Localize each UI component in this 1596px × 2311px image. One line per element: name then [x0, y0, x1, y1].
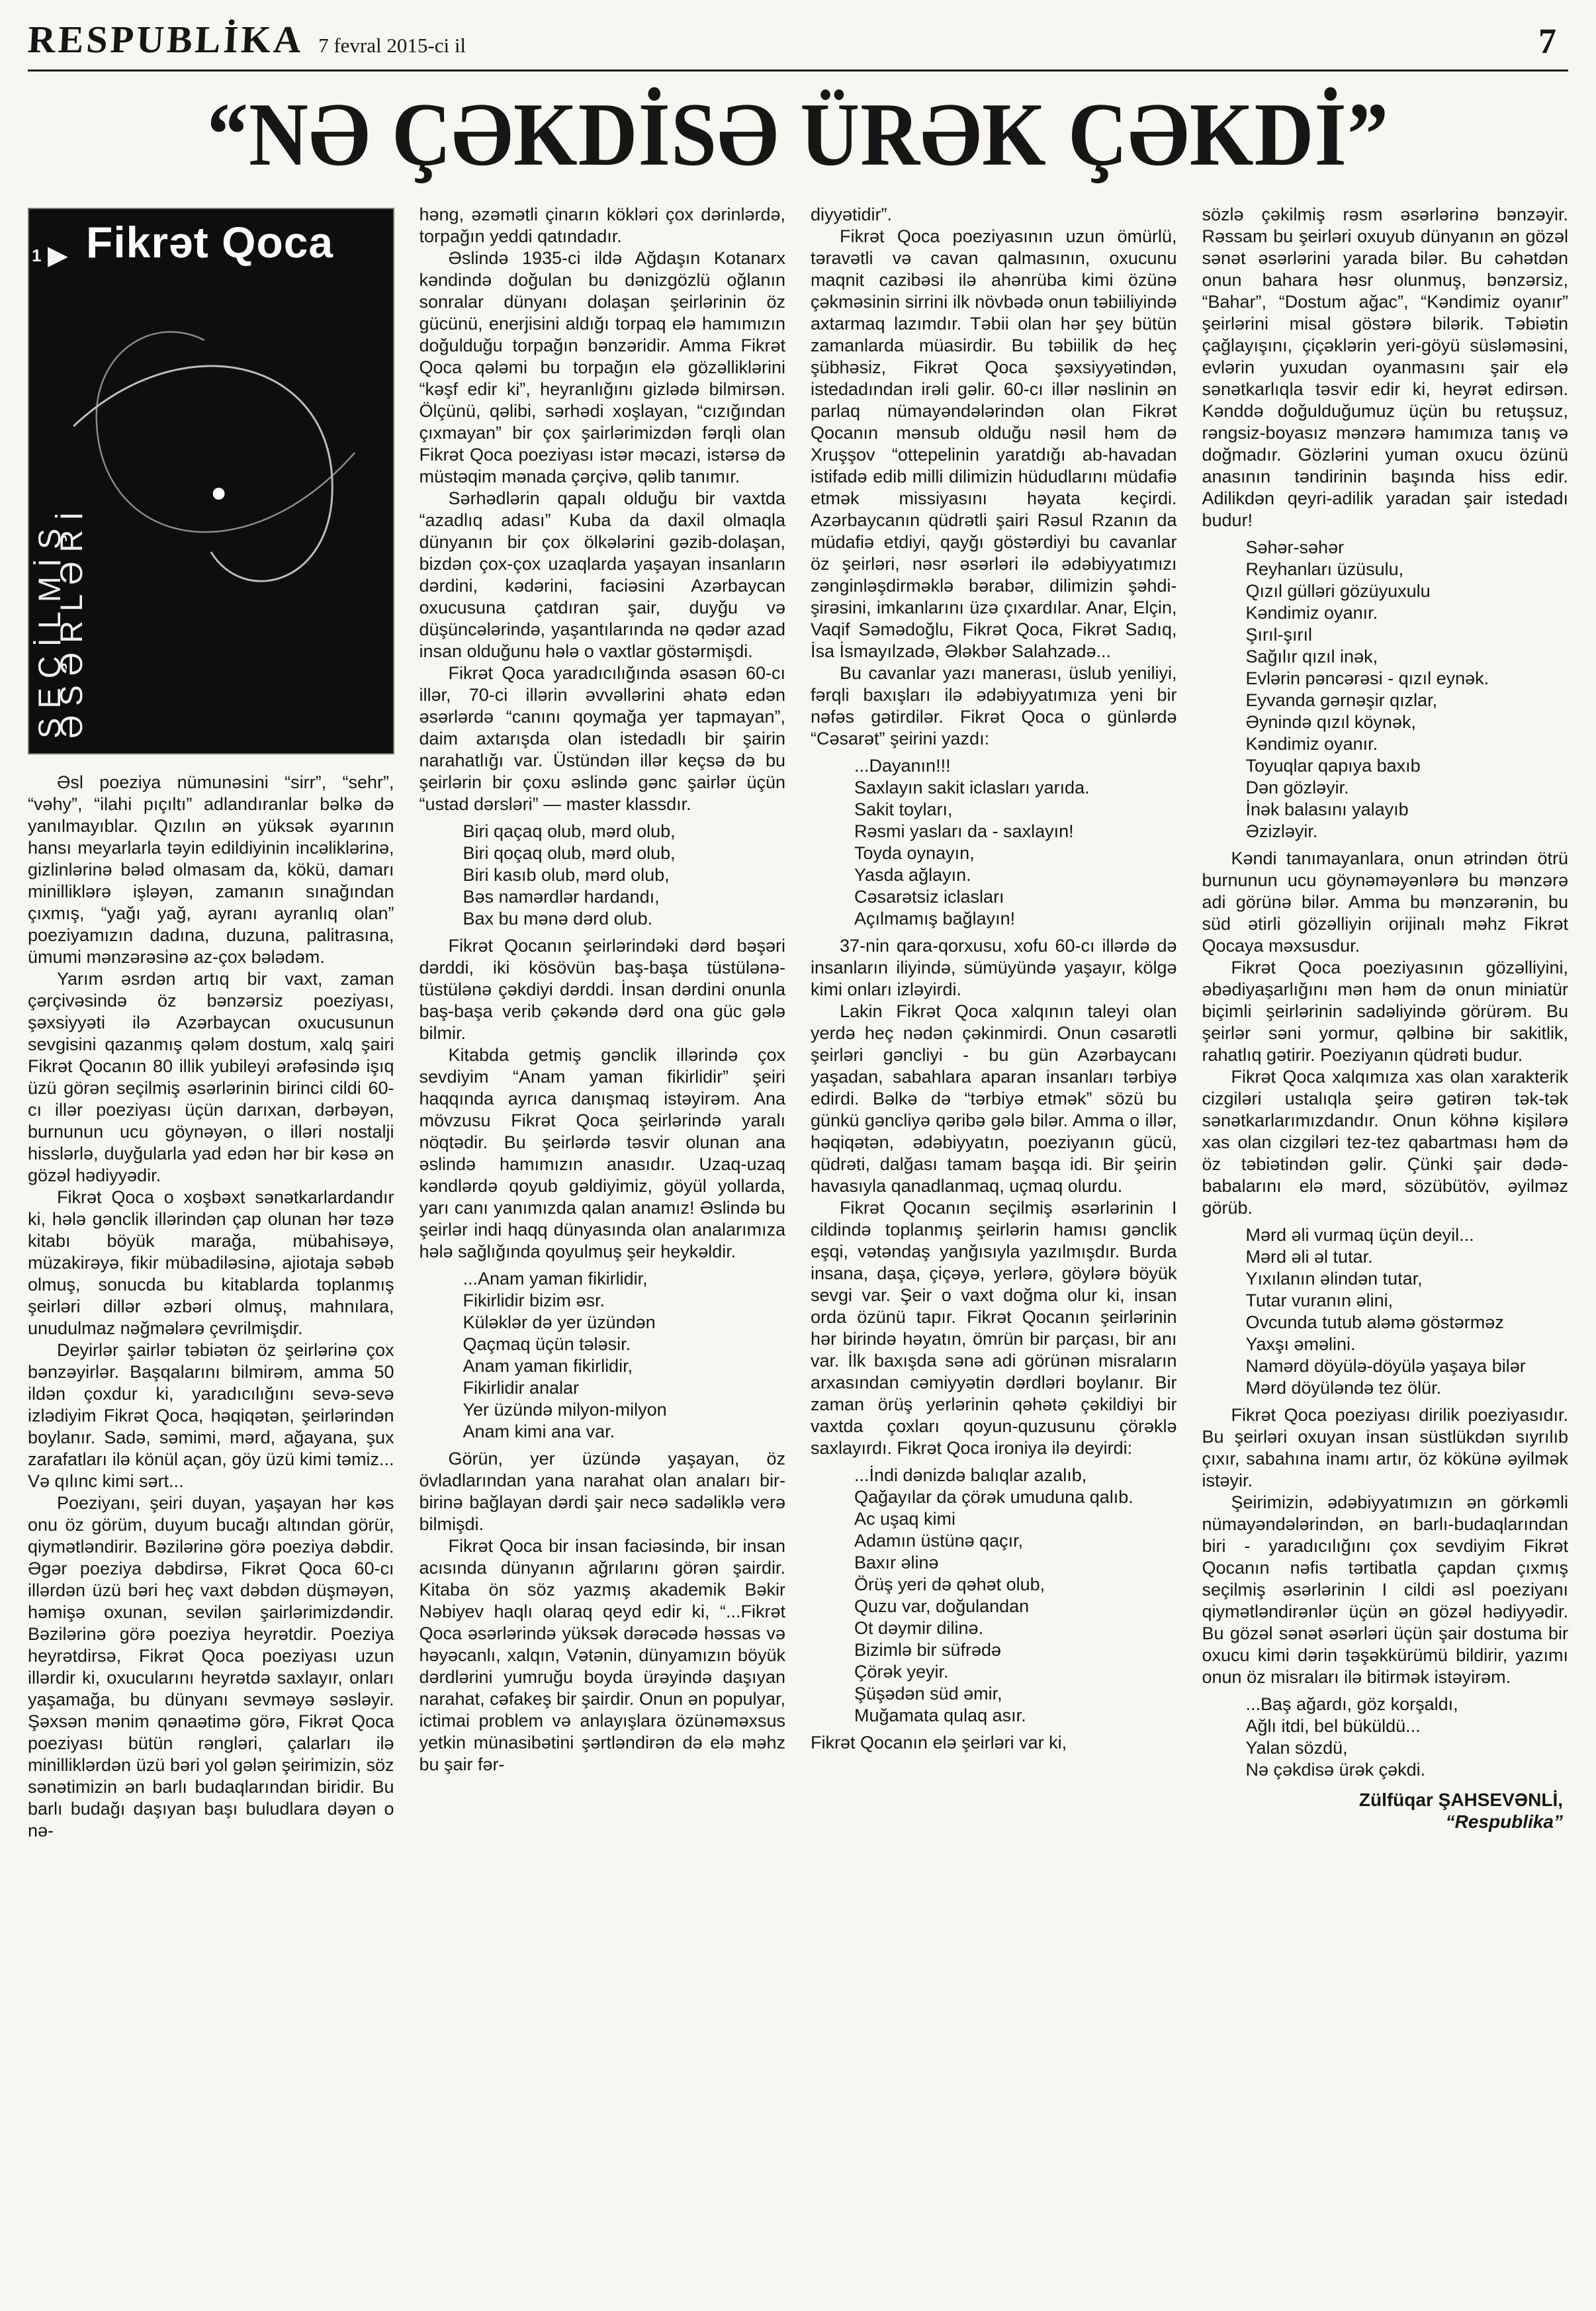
poem-line: Anam kimi ana var. — [463, 1422, 615, 1441]
poem-line: ...Anam yaman fikirlidir, — [463, 1269, 648, 1289]
poem-line: Səhər-səhər — [1245, 537, 1345, 557]
article-column-4 — [1202, 204, 1569, 2209]
poem-line: Namərd döyülə-döyülə yaşaya bilər — [1245, 1356, 1526, 1376]
poem-line: Anam yaman fikirlidir, — [463, 1356, 633, 1376]
paragraph: Fikrət Qoca bir insan faciəsində, bir insan acısında dünyanın ağrılarını görən şairdir. Kitaba ön söz yazmış akademik Bəkir Nəbiyev haqlı olaraq qeyd edir ki, “...Fikrət Qoca əsərlərində yüksək dərəcədə həssas və həyəcanlı, xalqın, Vətənin, dünyamızın böyük dərdlərini yumruğu boyda ürəyində daşıyan narahat, cəfakeş bir şairdir. Onun ən populyar, ictimai problem və anlayışlara özünəməxsus yetkin münasibətini şərtləndirən də elə məhz bu şair fər- — [419, 1536, 785, 1774]
poem-line: Yaxşı əməlini. — [1245, 1334, 1356, 1354]
paragraph: Əsl poeziya nümunəsini “sirr”, “sehr”, “vəhy”, “ilahi pıçıltı” adlandıranlar bəlkə də yanılmayıblar. Qızılın ən yüksək əyarının hansı meyarlarla təyin edildiyinin incəliklərinə, gizlinlərinə bələd olmasam da, kökü, damarı minilliklərə işləyən, zamanın sınağından çıxmış, “yağı yağ, ayranı ayranlıq olan” poeziyamızın dadına, duzuna, palitrasına, ümumi mənzərəsinə az-çox bələdəm. — [28, 772, 394, 967]
poem-line: Saxlayın sakit iclasları yarıda. — [854, 778, 1090, 797]
poem-line: Reyhanları üzüsulu, — [1245, 559, 1404, 579]
poem-line: Qaçmaq üçün tələsir. — [463, 1334, 631, 1354]
poem-line: Bəs namərdlər hardandı, — [463, 887, 660, 907]
book-cover — [28, 208, 394, 754]
article-column-1 — [28, 204, 394, 2209]
cover-arrow-icon: ▶ — [48, 241, 68, 270]
poem-verse — [1246, 1224, 1569, 1399]
poem-line: Çörək yeyir. — [854, 1662, 949, 1682]
poem-line: Ac uşaq kimi — [854, 1509, 956, 1529]
poem-line: Nə çəkdisə ürək çəkdi. — [1245, 1760, 1426, 1780]
poem-line: Baxır əlinə — [854, 1553, 939, 1572]
paragraph: Fikrət Qoca poeziyasının uzun ömürlü, təravətli və cavan qalmasının, oxucunu maqnit cazibəsi ilə ahənrüba kimi özünə çəkməsinin sirrini ilk növbədə onun təbiiliyində axtarmaq lazımdır. Təbii olan hər şey bütün zamanlarda müasirdir. Bu təbiilik də heç şübhəsiz, Fikrət Qoca şəxsiyyətindən, istedadından irəli gəlir. 60-cı illər nəslinin ən parlaq nümayəndələrindən olan Fikrət Qocanın mənsub olduğu nəsil həm də Xruşşov “ottepelinin yaratdığı ab-havadan istifadə edib milli dilimizin hüdudlarını müdafiə etmək missiyasını həyata keçirdi. Azərbaycanın qüdrətli şairi Rəsul Rzanın da müdafiə etdiyi, qayğı göstərdiyi bu cavanlar öz şeirləri, nəsr əsərləri ilə ədəbiyyatımızı zənginləşdirməklə bərabər, dilimizin şəhdi-şirəsini, imkanlarını üzə çıxardılar. Anar, Elçin, Vaqif Səmədoğlu, Fikrət Qoca, Fikrət Sadıq, İsa İsmayılzadə, Ələkbər Salahzadə... — [811, 226, 1177, 661]
poem-line: Dən gözləyir. — [1245, 778, 1349, 797]
paragraph: Fikrət Qoca xalqımıza xas olan xarakterik cizgiləri ustalıqla şeirə gətirən tək-tək sənətkarlarımızdandır. Onun köhnə kişilərə xas olan cizgiləri tez-tez qabartması həm də öz təbiətindən gəlir. Çünki şair dədə-babalarını elə mərd, sözübütöv, əyilməz görüb. — [1202, 1067, 1568, 1218]
poem-line: ...Baş ağardı, göz korşaldı, — [1245, 1694, 1458, 1714]
paragraph: Sərhədlərin qapalı olduğu bir vaxtda “azadlıq adası” Kuba da daxil olmaqla dünyanın bir çox ölkələrini gəzib-dolaşan, bizdən çox-çox uzaqlarda yaşayan insanların dərdini, kədərini, faciəsini Azərbaycan oxucusuna çatdıran şair, duyğu və düşüncələrində, yaşantılarında nə qədər azad insan olduğunu hələ o vaxtlar göstərmişdi. — [419, 488, 785, 661]
article-body — [28, 204, 1568, 2209]
poem-line: Şüşədən süd əmir, — [854, 1684, 1002, 1703]
paragraph: 37-nin qara-qorxusu, xofu 60-cı illərdə də insanların iliyində, sümüyündə yaşayır, kölgə kimi onları izləyirdi. — [811, 936, 1177, 999]
article-column-3 — [811, 204, 1177, 2209]
poem-verse — [1246, 1694, 1569, 1781]
poem-line: Fikirlidir bizim əsr. — [463, 1291, 605, 1310]
poem-line: Əynində qızıl köynək, — [1245, 712, 1416, 732]
poem-line: Quzu var, doğulandan — [854, 1596, 1030, 1616]
paragraph: Lakin Fikrət Qoca xalqının taleyi olan yerdə heç nədən çəkinmirdi. Onun cəsarətli şeirləri gəncliyi - bu gün Azərbaycanı yaşadan, sabahlara aparan insanları tərbiyə edirdi. Bəlkə də “tərbiyə etmək” sözü bu günkü gəncliyə qəribə gələ bilər. Amma o illər, həqiqətən, ədəbiyyatın, poeziyanın gücü, qüdrəti, dalğası tamam başqa idi. Bir şeirin havasıyla qanadlanmaq, uçmaq olurdu. — [811, 1001, 1177, 1196]
poem-line: Muğamata qulaq asır. — [854, 1705, 1026, 1725]
paragraph: Kitabda getmiş gənclik illərində çox sevdiyim “Anam yaman fikirlidir” şeiri haqqında ayrıca danışmaq istəyirəm. Ana mövzusu Fikrət Qoca şeirlərində yaralı nöqtədir. Bu şeirlərdə təsvir olunan ana əslində hamımızın anasıdır. Uzaq-uzaq kəndlərdə qoyub gəldiyimiz, göyül yollarda, yarı canı yanımızda qalan anamız! Əslində bu şeirlər indi haqq dünyasında olan analarımıza hələ sağlığında qoyulmuş şeir heykəldir. — [419, 1045, 785, 1261]
author-signature — [1202, 1789, 1569, 1833]
poem-line: Yer üzündə milyon-milyon — [463, 1400, 667, 1420]
paragraph: Fikrət Qoca poeziyasının gözəlliyini, əbədiyaşarlığını mən həm də onun miniatür biçimli şeirlərinin sadəliyində görürəm. Bu şeirlər səni yormur, qəlbinə bir sakitlik, rahatlıq gətirir. Poeziyanın qüdrəti budur. — [1202, 958, 1568, 1065]
masthead-group — [28, 17, 466, 62]
poem-line: Yasda ağlayın. — [854, 865, 971, 885]
paragraph: Fikrət Qocanın seçilmiş əsərlərinin I cildində toplanmış şeirlərin hamısı gənclik eşqi, vətəndaş yanğısıyla yazılmışdır. Burda insana, daşa, çiçəyə, yerlərə, göylərə böyük sevgi var. Şeir o vaxt doğma olur ki, insan orda özünü tapır. Fikrət Qocanın şeirlərinin hər birində həyatın, ömrün bir parçası, bir anı var. İlk baxışda sənə adi görünən misraların arxasından cəmiyyətin dərdləri boylanır. Bir zaman örüş yerlərinin qəhətə çəkildiyi bir vaxtda çoxları qoyun-quzusunu çörəklə saxlayırdı. Fikrət Qoca ironiya ilə deyirdi: — [811, 1198, 1177, 1458]
poem-line: Kəndimiz oyanır. — [1245, 734, 1378, 754]
paragraph: Şeirimizin, ədəbiyyatımızın ən görkəmli nümayəndələrindən, ən barlı-budaqlarından biri - yaradıcılığını çox sevdiyim Fikrət Qocanın nəfis tərtibatla çapdan çıxmış seçilmiş əsərlərinin I cildi əsl poeziyanı qiymətləndirənlər üçün ən gözəl hədiyyədir. Bu gözəl sənət əsərləri üçün şair dostuma bir oxucu kimi dərin təşəkkürümü bildirir, yazımı onun öz misraları ilə bitirmək istəyirəm. — [1202, 1492, 1568, 1687]
poem-line: Mərd əli əl tutar. — [1245, 1247, 1373, 1267]
paragraph: həng, əzəmətli çinarın kökləri çox dərinlərdə, torpağın yeddi qatındadır. — [419, 204, 785, 246]
issue-date: 7 fevral 2015-ci il — [318, 34, 466, 57]
poem-line: ...Dayanın!!! — [854, 756, 951, 776]
paragraph: Poeziyanı, şeiri duyan, yaşayan hər kəs onu öz görüm, duyum bucağı altından görür, qiymətləndirir. Bəzilərinə görə poeziya dəbdir. Əgər poeziya dəbdirsə, Fikrət Qoca 60-cı illərdən üzü bəri heç vaxt dəbdən düşməyən, həmişə oxunan, sevilən şairlərimizdəndir. Bəzilərinə görə poeziya heyrətdir. Poeziya heyrətdirsə, Fikrət Qoca poeziyası uzun illərdir ki, oxucularını heyrətdə saxlayır, onları yaşamağa, bu dünyanı sevməyə səsləyir. Şəxsən mənim qənaətimə görə, Fikrət Qoca poeziyası bütün rəngləri, çalarları ilə minilliklərdən üzü bəri yol gələn şeirimizin, söz sənətimizin ən barlı budaqlarından biridir. Bu barlı budağı daşıyan başı buludlara dəyən o nə- — [28, 1493, 394, 1840]
paragraph: Fikrət Qocanın şeirlərindəki dərd bəşəri dərddi, iki kösövün baş-başa tüstülənə-tüstülənə çəkdiyi dərddi. İnsan dərdini onunla baş-başa verib çəkəndə dərd ona güc gələ bilmir. — [419, 936, 785, 1043]
poem-verse — [854, 755, 1177, 930]
poem-line: Evlərin pəncərəsi - qızıl eynək. — [1245, 668, 1489, 688]
poem-line: Toyuqlar qapıya baxıb — [1245, 756, 1421, 776]
poem-line: Yıxılanın əlindən tutar, — [1245, 1269, 1423, 1289]
poem-line: Ağlı itdi, bel büküldü... — [1245, 1716, 1421, 1736]
newspaper-title: RESPUBLİKA — [26, 18, 305, 61]
page-header — [28, 17, 1568, 71]
poem-line: Bizimlə bir süfrədə — [854, 1640, 1002, 1660]
poem-line: Əzizləyir. — [1245, 821, 1318, 841]
poem-line: Cəsarətsiz iclasları — [854, 887, 1004, 907]
paragraph: Əslində 1935-ci ildə Ağdaşın Kotanarx kəndində doğulan bu dənizgözlü oğlanın sonralar dünyanı dolaşan şeirlərinin öz gücünü, enerjisini aldığı torpaq elə hamımızın doğulduğu torpağın bənzəridir. Amma Fikrət Qoca qələmi bu torpağın elə gözəlliklərini “kəşf edir ki”, heyranlığını gizlədə bilmirsən. Ölçünü, qəlibi, sərhədi xoşlayan, “cızığından çıxmayan” bir çox şairlərimizdən fərqli olan Fikrət Qoca poeziyası istər məcazi, istərsə də müstəqim mənada çərçivə, qəlib tanımır. — [419, 248, 785, 486]
paragraph: Görün, yer üzündə yaşayan, öz övladlarından yana narahat olan anaları bir-birinə bağlayan dərdi şair necə sadəliklə verə bilmişdi. — [419, 1449, 785, 1534]
paragraph: Deyirlər şairlər təbiətən öz şeirlərinə çox bənzəyirlər. Başqalarını bilmirəm, amma 50 ildən çoxdur ki, yaradıcılığını sevə-sevə izlədiyim Fikrət Qoca, həqiqətən, şeirlərindən boylanır. Sadə, səmimi, mərd, ağayana, şux zarafatları ilə könül açan, göy üzü kimi təmiz... Və qılınc kimi sərt... — [28, 1340, 394, 1491]
poem-line: Adamın üstünə qaçır, — [854, 1531, 1024, 1551]
poem-verse — [463, 1268, 786, 1443]
poem-line: Biri qoçaq olub, mərd olub, — [463, 843, 676, 863]
paragraph: Fikrət Qocanın elə şeirləri var ki, — [811, 1733, 1067, 1752]
cover-corner-number: 1 — [32, 246, 42, 265]
column-1-text — [28, 772, 394, 1842]
poem-line: Qızıl gülləri gözüyuxulu — [1245, 581, 1431, 601]
poem-verse — [463, 821, 786, 930]
poem-line: Qağayılar da çörək umuduna qalıb. — [854, 1487, 1133, 1507]
paragraph: Fikrət Qoca poeziyası dirilik poeziyasıdır. Bu şeirləri oxuyan insan süstlükdən sıyrılıb çıxır, sabahına inamı artır, öz kökünə əyilmək istəyir. — [1202, 1405, 1568, 1490]
poem-line: Mərd döyüləndə tez ölür. — [1245, 1378, 1442, 1398]
poem-line: Küləklər də yer üzündən — [463, 1312, 656, 1332]
page-number: 7 — [1538, 21, 1556, 61]
paragraph: sözlə çəkilmiş rəsm əsərlərinə bənzəyir. Rəssam bu şeirləri oxuyub dünyanın ən gözəl sənət əsərlərini yarada bilər. Bu cəhətdən onun bahara həsr olunmuş, bənzərsiz, “Bahar”, “Dostum ağac”, “Kəndimiz oyanır” şeirlərini misal göstərə bilərik. Təbiətin çağlayışını, çiçəklərin yeri-göyü süsləməsini, evlərin yuxudan oyanmasını şair elə sənətkarlıqla təsvir edir ki, heyrət edirsən. Kənddə doğulduğumuz üçün bu retuşsuz, rəngsiz-boyasız mənzərə hamımıza tanış və doğmadır. Gözlərini yuman oxucu özünü anasının təndirinin başında hiss edir. Adilikdən qeyri-adilik yaradan şair istedadı budur! — [1202, 204, 1568, 530]
poem-line: Mərd əli vurmaq üçün deyil... — [1245, 1225, 1474, 1245]
article-column-2 — [420, 204, 786, 2209]
poem-line: Örüş yeri də qəhət olub, — [854, 1574, 1045, 1594]
poem-line: Ovcunda tutub aləmə göstərməz — [1245, 1312, 1504, 1332]
poem-line: Biri qaçaq olub, mərd olub, — [463, 821, 676, 841]
poem-line: Biri kasıb olub, mərd olub, — [463, 865, 670, 885]
poem-line: Kəndimiz oyanır. — [1245, 603, 1378, 623]
poem-line: Eyvanda gərnəşir qızlar, — [1245, 690, 1438, 710]
signature-author: Zülfüqar ŞAHSEVƏNLİ, — [1358, 1790, 1563, 1810]
paragraph: Fikrət Qoca o xoşbəxt sənətkarlardandır ki, hələ gənclik illərindən çap olunan hər təzə kitabı böyük marağa, mübahisəyə, müzakirəyə, fikir mübadiləsinə, ajiotaja səbəb olmuş, sonucda bu kitablarda toplanmış şeirləri dillər əzbəri olmuş, mahnılara, unudulmaz nəğmələrə çevrilmişdir. — [28, 1187, 394, 1338]
poem-line: İnək balasını yalayıb — [1245, 799, 1409, 819]
poem-line: ...İndi dənizdə balıqlar azalıb, — [854, 1465, 1087, 1485]
poem-verse — [1246, 537, 1569, 842]
poem-line: Şırıl-şırıl — [1245, 625, 1312, 645]
poem-line: Açılmamış bağlayın! — [854, 909, 1016, 929]
poem-line: Tutar vuranın əlini, — [1245, 1291, 1394, 1310]
poem-line: Bax bu mənə dərd olub. — [463, 909, 653, 929]
paragraph: Kəndi tanımayanlara, onun ətrindən ötrü burnunun ucu göynəməyənlərə bu mənzərə adi görünə bilər. Amma bu mənzərənin, bu süd ətirli gözəlliyin orijinalı məhz Fikrət Qocaya məxsusdur. — [1202, 848, 1568, 956]
paragraph: diyyətidir”. — [811, 204, 893, 224]
poem-line: Toyda oynayın, — [854, 843, 975, 863]
poem-line: Ot dəymir dilinə. — [854, 1618, 984, 1638]
book-cover-series: SEÇİLMİŞ ƏSƏRLƏRİ — [32, 502, 89, 739]
book-cover-author: Fikrət Qoca — [86, 218, 334, 267]
poem-line: Sağılır qızıl inək, — [1245, 647, 1378, 666]
article-headline: “NƏ ÇƏKDİSƏ ÜRƏK ÇƏKDİ” — [206, 84, 1390, 185]
poem-line: Sakit toyları, — [854, 799, 953, 819]
poem-verse — [854, 1465, 1177, 1727]
signature-source: “Respublika” — [1445, 1811, 1563, 1832]
poem-line: Rəsmi yasları da - saxlayın! — [854, 821, 1074, 841]
paragraph: Bu cavanlar yazı manerası, üslub yeniliyi, fərqli baxışları ilə ədəbiyyatımıza yeni bir nəfəs gətirdilər. Fikrət Qoca o günlərdə “Cəsarət” şeirini yazdı: — [811, 663, 1177, 748]
paragraph: Fikrət Qoca yaradıcılığında əsasən 60-cı illər, 70-ci illərin əvvəllərini əhatə edən əsərlərdə “canını qoymağa yer tapmayan”, daim axtarışda olan istedadlı bir şairin narahatlığı var. Üstündən illər keçsə də bu şeirlərin bir çoxu əslində gənc şairlər üçün “ustad dərsləri” — master klassdır. — [419, 663, 785, 814]
column-4-text — [1202, 204, 1569, 1781]
poem-line: Yalan sözdü, — [1245, 1738, 1348, 1758]
poem-line: Fikirlidir analar — [463, 1378, 580, 1398]
paragraph: Yarım əsrdən artıq bir vaxt, zaman çərçivəsində öz bənzərsiz poeziyası, şəxsiyyəti ilə Azərbaycan oxucusunun sevgisini qazanmış qələm dostum, xalq şairi Fikrət Qocanın 80 illik yubileyi ərəfəsində işıq üzü görən seçilmiş əsərlərinin birinci cildi 60-cı illər poeziyası üçün darıxan, dərbəyən, burnunun ucu göynəyən, o illəri nostalji hisslərlə, duyğularla yad edən hər bir kəsə ən gözəl hədiyyədir. — [28, 969, 394, 1185]
column-3-text — [811, 204, 1177, 1754]
column-2-text — [420, 204, 786, 1776]
